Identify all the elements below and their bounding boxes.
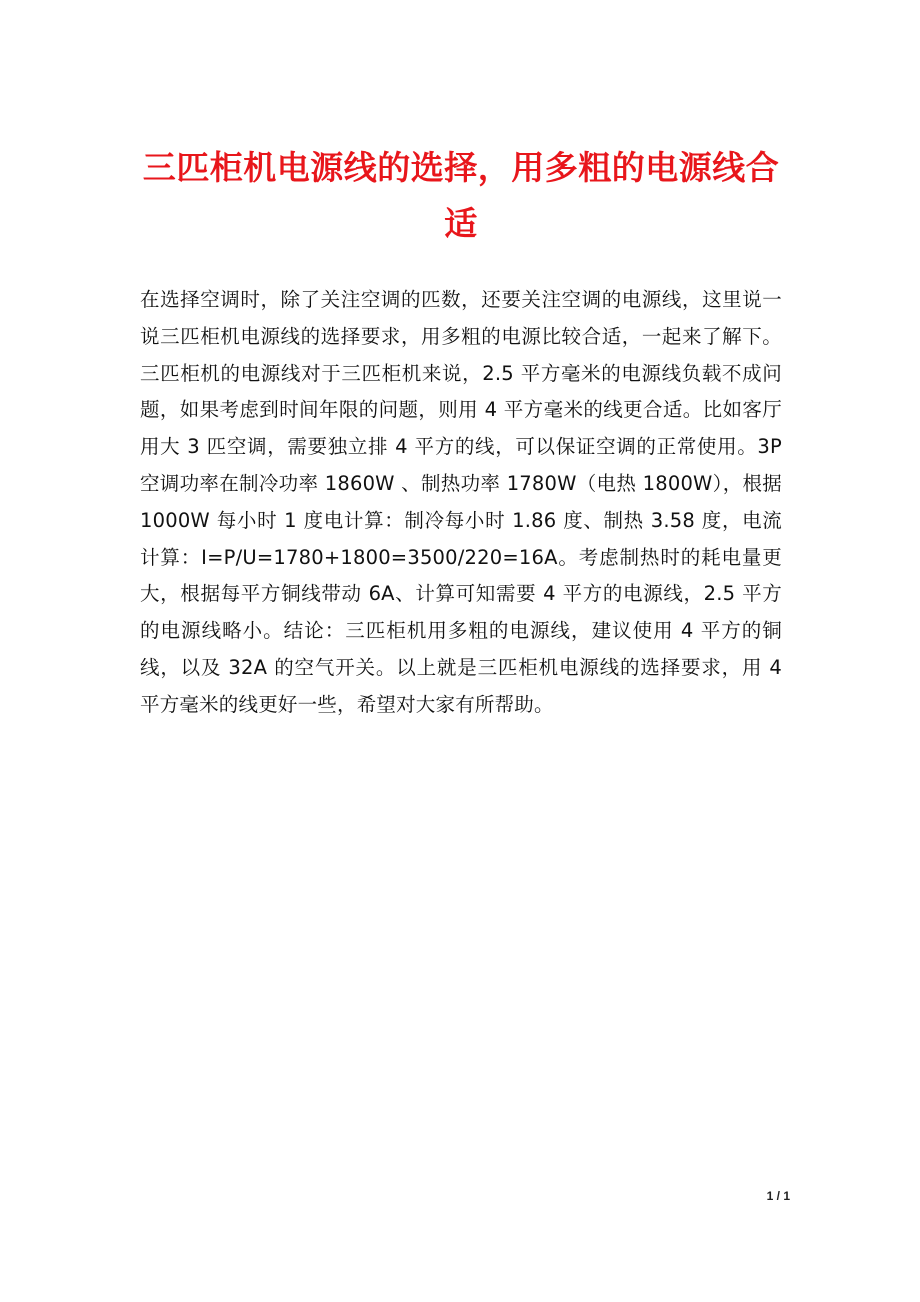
document-body-paragraph: 在选择空调时，除了关注空调的匹数，还要关注空调的电源线，这里说一说三匹柜机电源线的选择要求，用多粗的电源比较合适，一起来了解下。三匹柜机的电源线对于三匹柜机来说，2.5 平方毫米的电源线负载不成问题，如果考虑到时间年限的问题，则用 4 平方毫米的线更合适。比如客厅用大 3 匹空调，需要独立排 4 平方的线，可以保证空调的正常使用。3P 空调功率在制冷功率 1860W 、制热功率 1780W（电热 1800W），根据 1000W 每小时 1 度电计算：制冷每小时 1.86 度、制热 3.58 度，电流计算：I=P/U=1780+1800=3500/220=16A。考虑制热时的耗电量更大，根据每平方铜线带动 6A、计算可知需要 4 平方的电源线，2.5 平方的电源线略小。结论：三匹柜机用多粗的电源线，建议使用 4 平方的铜线，以及 32A 的空气开关。以上就是三匹柜机电源线的选择要求，用 4 平方毫米的线更好一些，希望对大家有所帮助。 (140, 288, 782, 716)
page-number: 1 / 1 (766, 1189, 790, 1203)
document-title: 三匹柜机电源线的选择，用多粗的电源线合适 (142, 148, 780, 243)
